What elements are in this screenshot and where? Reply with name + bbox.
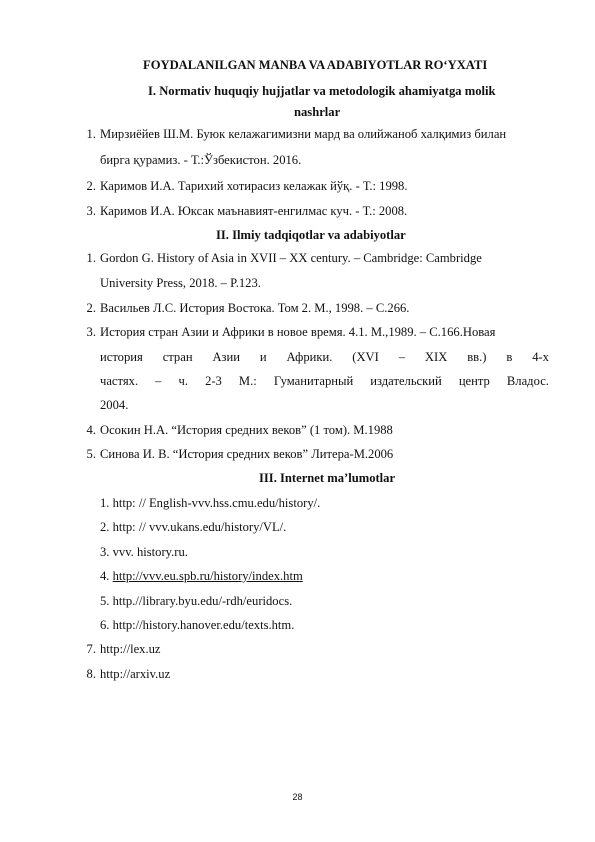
section1-heading-cont: nashrlar [294,105,341,119]
word: 4-х [532,350,549,364]
item-text: http://lex.uz [100,642,161,656]
word: издательский [370,374,442,388]
item-number: 3. [86,204,96,218]
item-text: бирга қурамиз. - Т.:Ўзбекистон. 2016. [100,153,302,167]
word: XIX [424,350,448,364]
item-number: 8. [86,667,96,681]
section1-heading: I. Normativ huquqiy hujjatlar va metodologik ahamiyatga molik [148,84,496,98]
item-text: Осокин Н.А. “История средних веков” (1 том). М.1988 [100,423,393,437]
item-text: University Press, 2018. – P.123. [100,276,261,290]
item-number: 4. [100,569,113,583]
word: Африки. [286,350,333,364]
list-item: 1. http: // English-vvv.hss.cmu.edu/history/. [100,496,321,510]
item-text: История стран Азии и Африки в новое время. 4.1. М.,1989. – С.166.Новая [100,325,496,339]
word: стран [162,350,193,364]
item-number: 2. [86,179,96,193]
item-text: 2004. [100,398,129,412]
list-item: 6. http://history.hanover.edu/texts.htm. [100,618,295,632]
section2-heading: II. Ilmiy tadqiqotlar va adabiyotlar [216,228,406,242]
word: центр [458,374,490,388]
item-text: Мирзиёйев Ш.М. Буюк келажагимизни мард ва олийжаноб халқимиз билан [100,127,507,141]
word: (XVI [352,350,379,364]
section3-heading: III. Internet ma’lumotlar [259,471,396,485]
list-item: 3. vvv. history.ru. [100,545,188,559]
item-number: 7. [86,642,96,656]
word: – [155,374,162,388]
item-text: Каримов И.А. Юксак маънавият-енгилмас куч. - Т.: 2008. [100,204,408,218]
word: М.: [238,374,257,388]
word: ч. [178,374,188,388]
item-text: Каримов И.А. Тарихий хотирасиз келажак йўқ. - Т.: 1998. [100,179,408,193]
item-text-justified [100,374,549,389]
item-text: Gordon G. History of Asia in XVII – XX century. – Cambridge: Cambridge [100,251,482,265]
item-number: 3. [86,325,96,339]
item-text: http://arxiv.uz [100,667,171,681]
list-item: 2. http: // vvv.ukans.edu/history/VL/. [100,520,287,534]
item-number: 4. [86,423,96,437]
word: вв.) [467,350,487,364]
word: Гуманитарный [273,374,354,388]
item-number: 1. [86,251,96,265]
item-text: Васильев Л.С. История Востока. Том 2. М., 1998. – С.266. [100,301,410,315]
history-index-link[interactable]: http://vvv.eu.spb.ru/history/index.htm [112,569,303,583]
word: в [506,350,513,364]
list-item [100,569,303,584]
item-number: 1. [86,127,96,141]
word: Азии [212,350,241,364]
item-text: Синова И. В. “История средних веков” Литера-М.2006 [100,447,394,461]
word: – [398,350,406,364]
item-number: 5. [86,447,96,461]
page-number: 28 [292,792,303,802]
word: Владос. [506,374,549,388]
word: история [100,350,143,364]
page-title: FOYDALANILGAN MANBA VA ADABIYOTLAR RO‘YXATI [143,58,488,72]
item-number: 2. [86,301,96,315]
word: частях. [100,374,139,388]
item-text-justified [100,350,549,365]
list-item: 5. http.//library.byu.edu/-rdh/euridocs. [100,594,293,608]
word: 2-3 [205,374,222,388]
word: и [259,350,267,364]
